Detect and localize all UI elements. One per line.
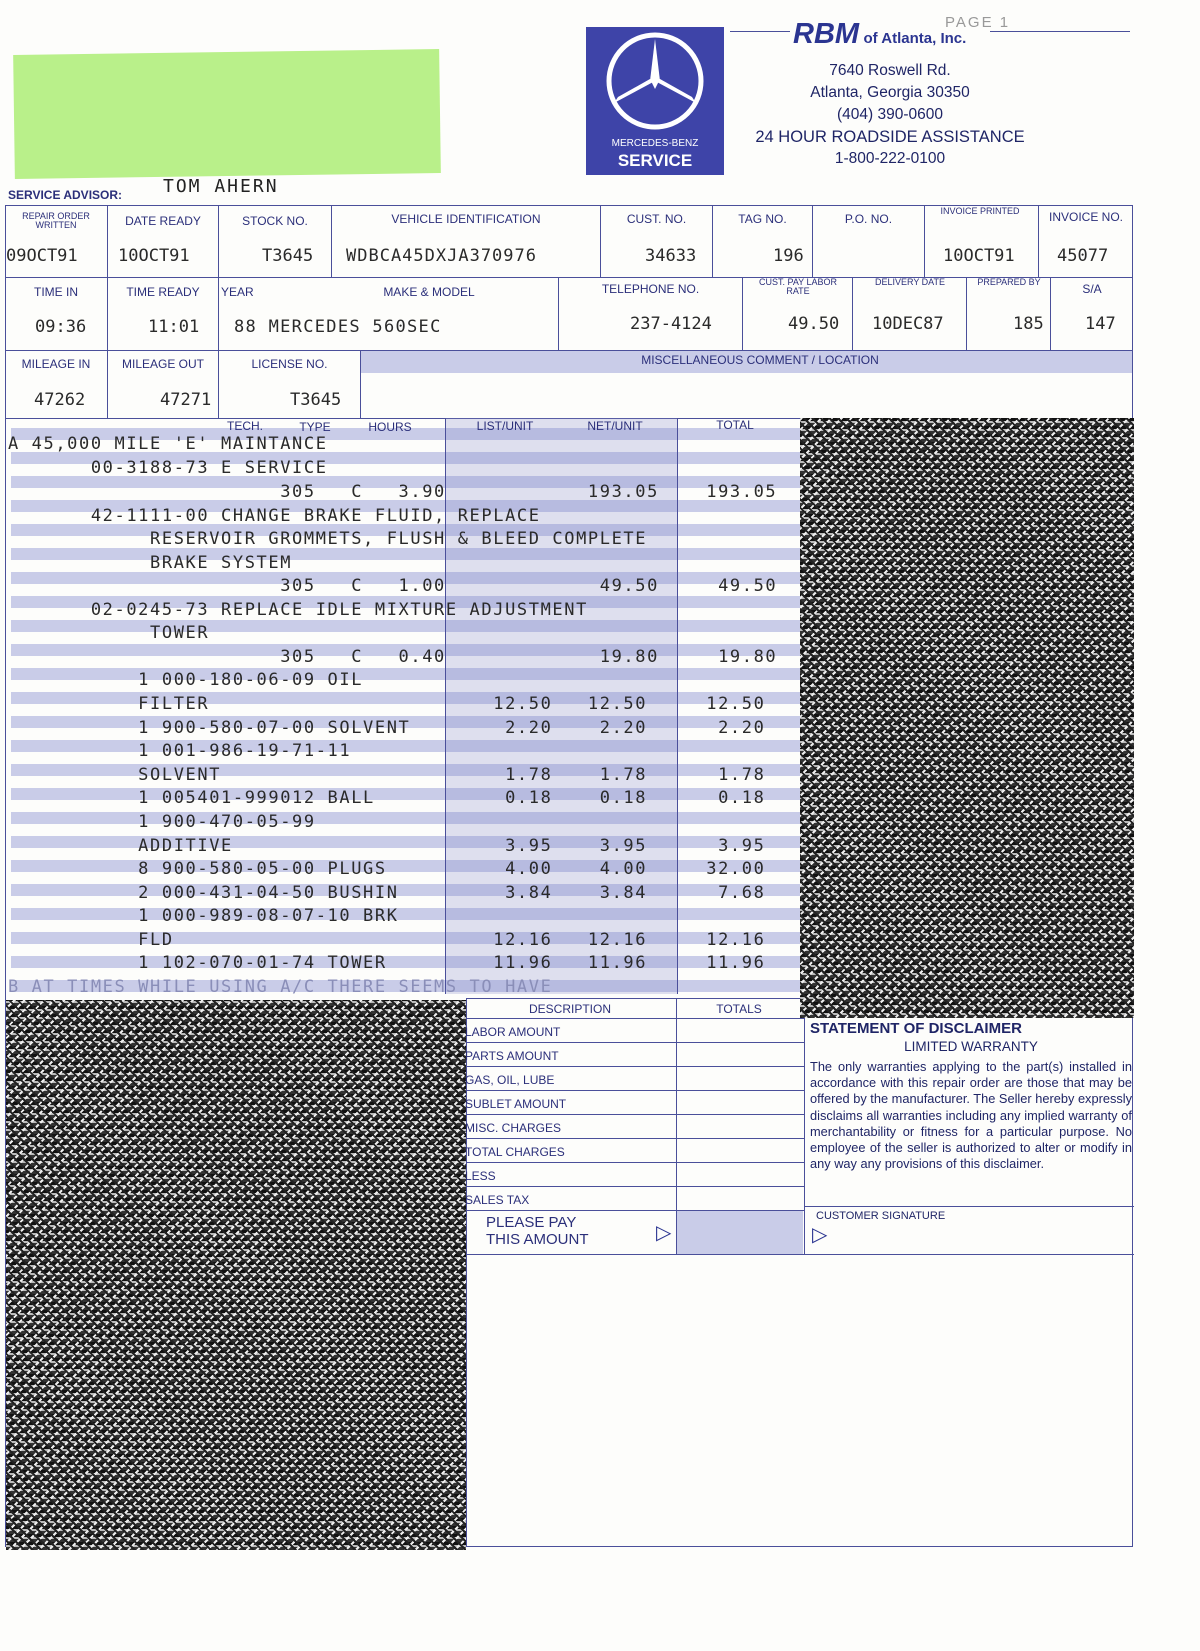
disclaimer-body: The only warranties applying to the part(s) installed in accordance with this repair order are those that may be offered by the manufacturer. The Seller hereby expressly disclaims all warranties including any implied warranty of merchantability or fitness for a particular purpose. No employee of the seller is authorized to alter or modify in any way any provisions of this disclaimer.: [810, 1059, 1132, 1172]
value-delivery-date: 10DEC87: [872, 314, 944, 334]
disclaimer-subtitle: LIMITED WARRANTY: [904, 1039, 1038, 1054]
col-type: TYPE: [299, 420, 331, 434]
value-labor-rate: 49.50: [788, 314, 840, 334]
please-pay-line1: PLEASE PAY: [486, 1214, 577, 1231]
item-line: 1 900-580-07-00 SOLVENT 2.20 2.20 2.20: [8, 718, 766, 738]
totals-totals-label: TOTALS: [716, 1002, 762, 1016]
value-invoice-no: 45077: [1057, 246, 1109, 266]
item-line: 1 005401-999012 BALL 0.18 0.18 0.18: [8, 788, 766, 808]
label-sa: S/A: [1082, 282, 1102, 296]
totals-total-charges: TOTAL CHARGES: [465, 1145, 565, 1159]
label-time-ready: TIME READY: [126, 285, 200, 299]
value-invoice-printed: 10OCT91: [943, 246, 1015, 266]
row2-sep: [742, 277, 743, 350]
item-line: 1 000-989-08-07-10 BRK: [8, 906, 399, 926]
item-line: 1 900-470-05-99: [8, 812, 316, 832]
totals-row-line: [466, 1138, 804, 1139]
row2-sep: [966, 277, 967, 350]
totals-sublet-amount: SUBLET AMOUNT: [465, 1097, 567, 1111]
please-pay-line2: THIS AMOUNT: [486, 1231, 589, 1248]
item-line: 305 C 3.90 193.05 193.05: [8, 482, 778, 502]
logo-line1: MERCEDES-BENZ: [611, 138, 699, 149]
service-advisor-label: SERVICE ADVISOR:: [8, 188, 123, 202]
col-hours: HOURS: [368, 420, 412, 434]
item-line: 00-3188-73 E SERVICE: [8, 458, 328, 478]
value-telephone-no: 237-4124: [630, 314, 712, 334]
redacted-noise-right: [800, 418, 1134, 1018]
label-vehicle-identification: VEHICLE IDENTIFICATION: [391, 212, 541, 226]
label-delivery-date: DELIVERY DATE: [874, 277, 946, 287]
value-date-ready: 10OCT91: [118, 246, 190, 266]
label-telephone-no: TELEPHONE NO.: [601, 282, 700, 296]
col-list-unit: LIST/UNIT: [476, 419, 534, 433]
row2-sep: [852, 277, 853, 350]
item-line: 02-0245-73 REPLACE IDLE MIXTURE ADJUSTMENT: [8, 600, 588, 620]
label-cust-pay-labor-rate: CUST. PAY LABOR RATE: [758, 277, 838, 296]
item-line: TOWER: [8, 623, 210, 643]
totals-row-line: [466, 1018, 804, 1019]
company-suffix: of Atlanta, Inc.: [863, 30, 967, 47]
label-repair-order-written: REPAIR ORDER WRITTEN: [22, 211, 90, 230]
item-line: 42-1111-00 CHANGE BRAKE FLUID, REPLACE: [8, 506, 541, 526]
value-cust-no: 34633: [645, 246, 697, 266]
value-license-no: T3645: [290, 390, 342, 410]
signature-arrow-icon: ▷: [812, 1224, 828, 1246]
header-rule-left: [730, 31, 790, 32]
value-tag-no: 196: [773, 246, 804, 266]
service-advisor-value: TOM AHERN: [163, 176, 279, 197]
item-line: 8 900-580-05-00 PLUGS 4.00 4.00 32.00: [8, 859, 766, 879]
item-line: 2 000-431-04-50 BUSHIN 3.84 3.84 7.68: [8, 883, 766, 903]
value-time-ready: 11:01: [148, 317, 200, 337]
item-line: BRAKE SYSTEM: [8, 553, 293, 573]
item-line: RESERVOIR GROMMETS, FLUSH & BLEED COMPLETE: [8, 529, 648, 549]
item-line: ADDITIVE 3.95 3.95 3.95: [8, 836, 766, 856]
row2-sep: [218, 277, 219, 350]
disclaimer-title: STATEMENT OF DISCLAIMER: [810, 1020, 1022, 1037]
item-line: FILTER 12.50 12.50 12.50: [8, 694, 766, 714]
totals-sales-tax: SALES TAX: [465, 1193, 530, 1207]
totals-top: [466, 998, 800, 999]
col-total: TOTAL: [716, 418, 754, 432]
item-line: 1 001-986-19-71-11: [8, 741, 352, 761]
label-date-ready: DATE READY: [125, 214, 201, 228]
arrow-right-icon: ▷: [656, 1222, 672, 1244]
value-make-model: 88 MERCEDES 560SEC: [234, 317, 442, 337]
value-prepared-by: 185: [1013, 314, 1044, 334]
roadside-label: 24 HOUR ROADSIDE ASSISTANCE: [755, 128, 1025, 146]
logo-line2: SERVICE: [617, 151, 693, 170]
label-tag-no: TAG NO.: [738, 212, 787, 226]
label-prepared-by: PREPARED BY: [977, 277, 1041, 287]
totals-bottom: [466, 1254, 1134, 1255]
redacted-block: [13, 49, 441, 179]
label-invoice-no: INVOICE NO.: [1048, 210, 1123, 224]
label-misc-comment: MISCELLANEOUS COMMENT / LOCATION: [641, 353, 879, 367]
totals-row-line: [466, 1042, 804, 1043]
company-logo-text: RBM: [793, 18, 860, 50]
label-mileage-in: MILEAGE IN: [21, 357, 91, 371]
mercedes-star-icon: [586, 27, 724, 137]
redacted-noise-left: [6, 1000, 466, 1550]
totals-gas-oil-lube: GAS, OIL, LUBE: [465, 1073, 555, 1087]
address-line2: Atlanta, Georgia 30350: [810, 84, 970, 101]
label-cust-no: CUST. NO.: [626, 212, 687, 226]
item-line: 305 C 0.40 19.80 19.80: [8, 647, 778, 667]
company-name: [793, 18, 966, 51]
customer-signature-label: CUSTOMER SIGNATURE: [816, 1210, 946, 1222]
page-number: PAGE 1: [945, 14, 1011, 31]
totals-row-line: [466, 1066, 804, 1067]
totals-row-line: [466, 1090, 804, 1091]
mercedes-logo: [586, 27, 724, 175]
totals-row-line: [466, 1162, 804, 1163]
totals-less: LESS: [465, 1169, 496, 1183]
roadside-phone: 1-800-222-0100: [834, 150, 946, 167]
item-line: A 45,000 MILE 'E' MAINTANCE: [8, 434, 328, 454]
label-license-no: LICENSE NO.: [251, 357, 328, 371]
item-line: SOLVENT 1.78 1.78 1.78: [8, 765, 766, 785]
item-line: 1 102-070-01-74 TOWER 11.96 11.96 11.96: [8, 953, 766, 973]
please-pay-amount-cell: [677, 1211, 803, 1254]
signature-rule: [804, 1206, 1134, 1207]
please-pay-label: [486, 1214, 589, 1248]
col-net-unit: NET/UNIT: [587, 419, 643, 433]
header-rule-right: [990, 31, 1130, 32]
value-repair-order-written: 09OCT91: [6, 246, 78, 266]
totals-labor-amount: LABOR AMOUNT: [465, 1025, 561, 1039]
totals-sep: [804, 1018, 805, 1254]
label-po-no: P.O. NO.: [844, 212, 893, 226]
label-time-in: TIME IN: [34, 285, 78, 299]
item-line: 1 000-180-06-09 OIL: [8, 670, 364, 690]
totals-row-line: [466, 1186, 804, 1187]
totals-row-line: [466, 1114, 804, 1115]
row1-sep: [924, 205, 925, 277]
label-stock-no: STOCK NO.: [242, 214, 308, 228]
company-phone: (404) 390-0600: [837, 106, 943, 123]
company-address: [740, 60, 1040, 170]
totals-misc-charges: MISC. CHARGES: [465, 1121, 562, 1135]
address-line1: 7640 Roswell Rd.: [829, 62, 951, 79]
item-line: 305 C 1.00 49.50 49.50: [8, 576, 778, 596]
totals-description-label: DESCRIPTION: [528, 1002, 611, 1016]
label-make-model: MAKE & MODEL: [383, 285, 475, 299]
row1-bottom: [5, 277, 1133, 278]
value-mileage-in: 47262: [34, 390, 86, 410]
item-line: B AT TIMES WHILE USING A/C THERE SEEMS TO HAVE: [8, 977, 553, 997]
disclaimer-box: [810, 1020, 1132, 1172]
item-line: FLD 12.16 12.16 12.16: [8, 930, 766, 950]
value-sa: 147: [1085, 314, 1116, 334]
value-mileage-out: 47271: [160, 390, 212, 410]
totals-parts-amount: PARTS AMOUNT: [465, 1049, 559, 1063]
col-tech: TECH.: [227, 419, 263, 433]
label-mileage-out: MILEAGE OUT: [121, 357, 204, 371]
label-invoice-printed: INVOICE PRINTED: [940, 206, 1020, 216]
value-time-in: 09:36: [35, 317, 87, 337]
value-vin: WDBCA45DXJA370976: [346, 246, 537, 266]
value-stock-no: T3645: [262, 246, 314, 266]
label-year: YEAR: [221, 285, 254, 299]
